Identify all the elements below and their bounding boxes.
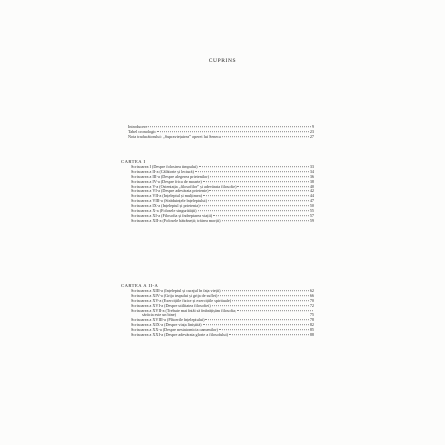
toc-page-number: 42 — [309, 189, 314, 194]
dot-leader — [199, 166, 309, 167]
toc-page-number: 75 — [309, 313, 314, 318]
dot-leader — [208, 200, 309, 201]
dot-leader — [232, 300, 309, 301]
toc-entry-title: Scrisoarea a XIV-a (Grija trupului și grija de suflet) — [131, 293, 218, 298]
toc-page-number: 82 — [309, 323, 314, 328]
toc-page-number: 27 — [309, 134, 314, 139]
toc-entry-title: Scrisoarea a XI-a (Filosofia și îndreptarea viații) — [131, 213, 213, 218]
toc-entry-title: Nota traducătorului: „Supraviețuirea” operei lui Seneca — [128, 134, 221, 139]
toc-page-number: 47 — [309, 199, 314, 204]
toc-page-number: 33 — [309, 165, 314, 169]
dot-leader — [200, 205, 308, 206]
dot-leader — [210, 176, 309, 177]
toc-entry-title: Scrisoarea a XXI-a (Despre adevărata glorie a filosofului) — [131, 333, 229, 338]
dot-leader — [212, 305, 309, 306]
toc-entry-title: Tabel cronologic — [128, 129, 157, 134]
toc-entry-title: Scrisoarea a II-a (Călătorie și lectură) — [131, 169, 194, 174]
dot-leader — [148, 126, 311, 127]
toc-page-number: 70 — [309, 298, 314, 303]
dot-leader — [203, 181, 309, 182]
toc-page-number: 66 — [309, 293, 314, 298]
toc-entry-title: Scrisoarea I (Despre folosirea timpului) — [131, 165, 198, 169]
section-heading: CARTEA I — [121, 159, 146, 164]
toc-entry-title: Scrisoarea a XII-a (Folosele bătrâneții; trăirea morții) — [131, 218, 221, 223]
toc-entry-title: Scrisoarea a IX-a (Înțeleptul și prietenia) — [131, 204, 200, 209]
toc-entry-title: Scrisoarea a VI-a (Despre adevărata prietenie) — [131, 189, 209, 194]
toc-page-number: 78 — [309, 318, 314, 323]
toc-page-number: 62 — [309, 289, 314, 293]
toc-page-number: 55 — [309, 209, 314, 214]
toc-part-2 — [121, 282, 314, 338]
dot-leader — [198, 210, 309, 211]
toc-entry-title: Scrisoarea a VII-a (Înțeleptul și mulțimea) — [131, 194, 202, 199]
toc-entry-title: Scrisoarea a XVII-a (Trebuie mai întâi să îmbrățișăm filosofia; — [131, 308, 237, 313]
toc-page-number: 50 — [309, 204, 314, 209]
dot-leader — [219, 329, 309, 330]
dot-leader — [195, 171, 309, 172]
dot-leader — [218, 295, 308, 296]
toc-page-number: 88 — [309, 333, 314, 338]
dot-leader — [203, 324, 309, 325]
toc-page-number: 59 — [309, 218, 314, 223]
toc-entry-title: Scrisoarea a XIII-a (Înțeleptul și curajul în fața vieții) — [131, 289, 221, 293]
dot-leader — [237, 310, 313, 311]
toc-entry-title: sărăcia este un bine) — [142, 313, 177, 318]
dot-leader — [213, 215, 309, 216]
toc-page-number: 72 — [309, 303, 314, 308]
toc-page-number: 44 — [309, 194, 314, 199]
toc-intro — [128, 125, 314, 140]
toc-entry-title: Scrisoarea a IV-a (Despre frica de moarte) — [131, 179, 202, 184]
dot-leader — [222, 290, 309, 291]
toc-entry-title: Scrisoarea a VIII-a (Străduințele înțeleptului) — [131, 199, 207, 204]
toc-entry-title: Scrisoarea a III-a (Despre alegerea prietenilor) — [131, 174, 210, 179]
dot-leader — [229, 334, 309, 335]
toc-entry — [128, 135, 314, 140]
toc-page-number: 36 — [309, 174, 314, 179]
dot-leader — [203, 196, 309, 197]
toc-entry-title: Scrisoarea a XIX-a (Despre viața liniștită) — [131, 323, 202, 328]
dot-leader — [157, 131, 309, 132]
toc-page-number: 38 — [309, 179, 314, 184]
toc-page-number: 23 — [309, 129, 314, 134]
toc-entry-title: Scrisoarea a X-a (Folosele singurătății) — [131, 209, 197, 214]
toc-entry-title: Introducere — [128, 125, 148, 129]
toc-entry-title: Scrisoarea a XVI-a (Despre utilitatea filosofiei) — [131, 303, 211, 308]
toc-entry — [128, 333, 314, 338]
toc-entry-title: Scrisoarea a XV-a (Exercițiile fizice și exercițiile spirituale) — [131, 298, 232, 303]
toc-page-number: 57 — [309, 213, 314, 218]
dot-leader — [205, 320, 308, 321]
toc-entry-title: Scrisoarea a XVIII-a (Plăcerile înțeleptului) — [131, 318, 205, 323]
dot-leader — [237, 186, 308, 187]
section-heading: CARTEA A II-A — [121, 283, 159, 288]
dot-leader — [222, 136, 309, 137]
toc-part-1 — [121, 158, 314, 224]
toc-page-number: 34 — [309, 169, 314, 174]
toc-page-number: 9 — [311, 125, 314, 129]
toc-page-number: 40 — [309, 184, 314, 189]
toc-entry — [128, 219, 314, 224]
dot-leader — [222, 220, 309, 221]
toc-entry-title: Scrisoarea a V-a (Ostentația „filosofilor” și adevărata filosofie) — [131, 184, 237, 189]
page-title: CUPRINS — [208, 58, 237, 64]
dot-leader — [209, 191, 308, 192]
toc-page-number: 85 — [309, 328, 314, 333]
toc-entry-title: Scrisoarea a XX-a (Despre nestatornicia oamenilor) — [131, 328, 218, 333]
